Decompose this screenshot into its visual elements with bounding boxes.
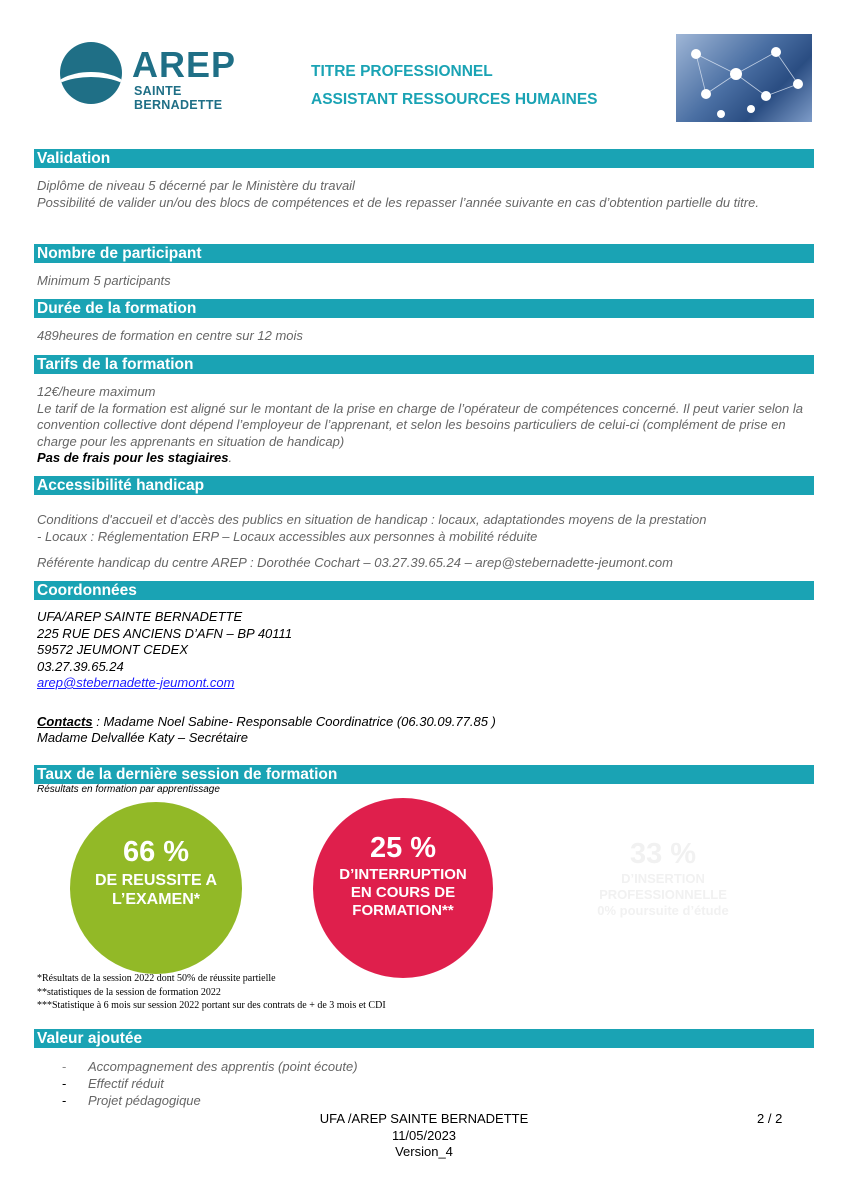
insertion-rate-label2: PROFESSIONNELLE xyxy=(599,887,727,902)
section-duree-heading: Durée de la formation xyxy=(34,299,814,318)
insertion-rate-label3: 0% poursuite d’étude xyxy=(597,903,729,918)
participants-text: Minimum 5 participants xyxy=(37,273,171,288)
section-taux-heading: Taux de la dernière session de formation xyxy=(34,765,814,784)
page-footer xyxy=(250,1111,598,1161)
coord-street: 225 RUE DES ANCIENS D’AFN – BP 40111 xyxy=(37,625,293,641)
coord-city: 59572 JEUMONT CEDEX xyxy=(37,642,188,657)
section-participants-heading: Nombre de participant xyxy=(34,244,814,263)
contacts-label: Contacts xyxy=(37,713,93,729)
interruption-rate-circle xyxy=(313,798,493,978)
success-rate-value: 66 % xyxy=(122,836,190,868)
validation-line1: Diplôme de niveau 5 décerné par le Ministère du travail xyxy=(37,178,355,193)
footnote-3: ***Statistique à 6 mois sur session 2022 portant sur des contrats de + de 3 mois et CDI xyxy=(37,1000,386,1011)
page-number: 2 / 2 xyxy=(757,1111,783,1126)
interruption-rate-value: 25 % xyxy=(369,832,437,864)
network-lines-icon xyxy=(676,34,812,122)
section-accessibilite-heading: Accessibilité handicap xyxy=(34,476,814,495)
tarifs-free-note xyxy=(37,450,807,467)
coordonnees-block xyxy=(37,609,807,747)
arep-logo xyxy=(60,40,270,112)
logo-name: AREP xyxy=(132,44,237,85)
footer-org: UFA /AREP SAINTE BERNADETTE xyxy=(319,1111,529,1126)
section-validation-heading: Validation xyxy=(34,149,814,168)
coord-email-link[interactable]: arep@stebernadette-jeumont.com xyxy=(37,675,235,690)
insertion-rate-circle xyxy=(578,806,748,976)
logo-subtitle: SAINTE BERNADETTE xyxy=(134,84,223,112)
tarifs-line1: 12€/heure maximum xyxy=(37,384,156,399)
footer-date: 11/05/2023 xyxy=(391,1127,457,1143)
success-rate-circle xyxy=(70,802,242,974)
accessibilite-line1: Conditions d'accueil et d’accès des publics en situation de handicap : locaux, adaptationdes moyens de la prestation xyxy=(37,512,707,527)
insertion-rate-value: 33 % xyxy=(629,838,697,870)
insertion-rate-label1: D’INSERTION xyxy=(621,871,705,886)
taux-footnotes xyxy=(37,972,386,1013)
tarifs-text xyxy=(37,384,807,467)
footnote-2: **statistiques de la session de formation 2022 xyxy=(37,986,221,998)
document-title-line2: ASSISTANT RESSOURCES HUMAINES xyxy=(311,91,598,108)
logo-emblem-icon xyxy=(60,42,122,104)
coord-contact2: Madame Delvallée Katy – Secrétaire xyxy=(37,730,248,745)
validation-line2: Possibilité de valider un/ou des blocs de compétences et de les repasser l’année suivante en cas d’obtention partielle du titre. xyxy=(37,194,759,210)
accessibilite-text xyxy=(37,512,807,572)
success-rate-label2: L’EXAMEN* xyxy=(111,891,200,908)
interruption-rate-label2: EN COURS DE xyxy=(350,884,456,901)
tarifs-line2: Le tarif de la formation est aligné sur le montant de la prise en charge de l’opérateur de compétences concerné. Il peut varier selon la convention collective dont dépend l’employeur de l’apprenant, et selon les besoins particuliers de celui-ci (complément de prise en charge pour les apprenants en situation de handicap) xyxy=(37,400,803,449)
taux-subtitle: Résultats en formation par apprentissage xyxy=(37,784,220,795)
section-coordonnees-heading: Coordonnées xyxy=(34,581,814,600)
interruption-rate-label1: D’INTERRUPTION xyxy=(339,866,467,883)
footer-version: Version_4 xyxy=(395,1144,453,1159)
section-valeur-heading: Valeur ajoutée xyxy=(34,1029,814,1048)
network-people-image xyxy=(676,34,812,122)
coord-phone: 03.27.39.65.24 xyxy=(37,658,124,674)
tarifs-free-bold: Pas de frais pour les stagiaires xyxy=(37,450,229,465)
list-item: - Effectif réduit xyxy=(62,1076,164,1091)
list-item: - Projet pédagogique xyxy=(62,1093,201,1108)
section-tarifs-heading: Tarifs de la formation xyxy=(34,355,814,374)
tarifs-free-end: . xyxy=(228,450,233,465)
coord-contacts xyxy=(37,714,807,731)
accessibilite-line2: - Locaux : Réglementation ERP – Locaux accessibles aux personnes à mobilité réduite xyxy=(37,528,538,544)
contacts-text: : Madame Noel Sabine- Responsable Coordinatrice (06.30.09.77.85 ) xyxy=(92,713,496,729)
valeur-list xyxy=(62,1058,358,1109)
accessibilite-line3: Référente handicap du centre AREP : Dorothée Cochart – 03.27.39.65.24 – arep@stebernadette-jeumont.com xyxy=(37,555,673,570)
success-rate-label1: DE REUSSITE A xyxy=(94,872,218,889)
list-item: - Accompagnement des apprentis (point écoute) xyxy=(62,1059,358,1074)
interruption-rate-label3: FORMATION** xyxy=(352,902,454,919)
coord-name: UFA/AREP SAINTE BERNADETTE xyxy=(37,609,243,624)
document-title-line1: TITRE PROFESSIONNEL xyxy=(311,63,493,80)
validation-text xyxy=(37,178,807,211)
footnote-1: *Résultats de la session 2022 dont 50% de réussite partielle xyxy=(37,973,276,984)
duree-text: 489heures de formation en centre sur 12 mois xyxy=(37,328,303,343)
